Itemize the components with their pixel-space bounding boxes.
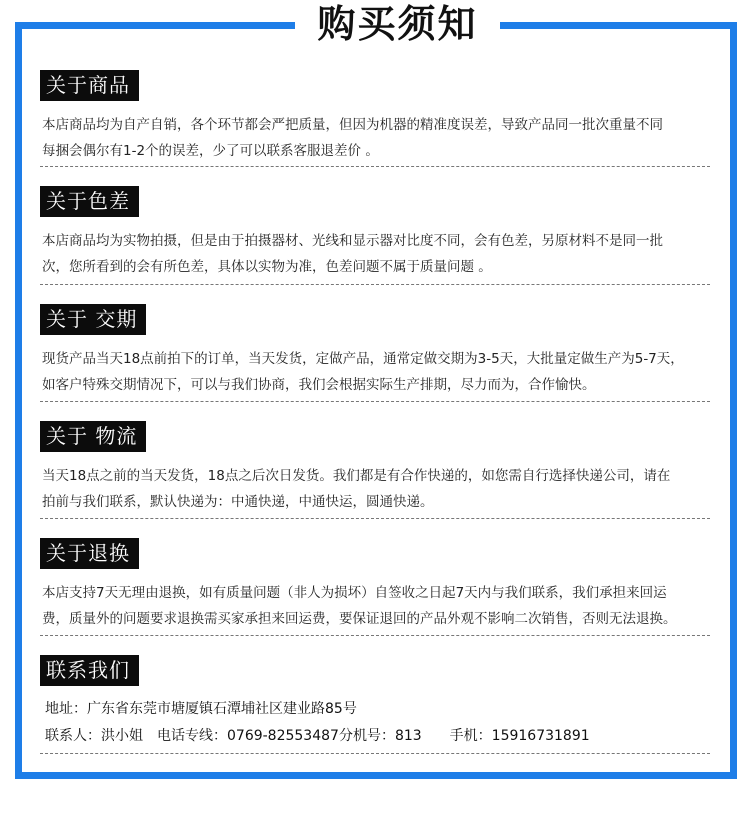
contact-phone: 电话专线：0769-82553487分机号：813 (157, 728, 422, 744)
section-heading: 关于色差 (40, 186, 139, 217)
page-title: 购买须知 (317, 2, 478, 46)
text-line: 现货产品当天18点前拍下的订单，当天发货，定做产品，通常定做交期为3-5天，大批量定做生产为5-7天， (42, 351, 684, 367)
text-line: 当天18点之前的当天发货，18点之后次日发货。我们都是有合作快递的，如您需自行选择快递公司，请在 (42, 468, 671, 484)
text-line: 本店支持7天无理由退换，如有质量问题（非人为损坏）自签收之日起7天内与我们联系，我们承担来回运 (42, 585, 667, 601)
text-line: 拍前与我们联系，默认快递为：中通快递，中通快运，圆通快递。 (42, 494, 434, 510)
text-line: 如客户特殊交期情况下，可以与我们协商，我们会根据实际生产排期，尽力而为，合作愉快。 (42, 377, 596, 393)
section-contact (40, 655, 710, 750)
dashed-divider (40, 401, 710, 402)
contact-details (45, 723, 710, 750)
section-heading: 关于商品 (40, 70, 139, 101)
contact-person: 联系人：洪小姐 (45, 728, 143, 744)
section-heading: 关于 物流 (40, 421, 146, 452)
section-heading: 联系我们 (40, 655, 139, 686)
section-logistics (40, 421, 710, 515)
section-product (40, 70, 710, 164)
contact-info (40, 696, 710, 750)
contact-mobile: 手机：15916731891 (449, 728, 590, 744)
section-text (42, 580, 710, 632)
text-line: 本店商品均为实物拍摄，但是由于拍摄器材、光线和显示器对比度不同，会有色差，另原材料不是同一批 (42, 233, 663, 249)
section-heading: 关于退换 (40, 538, 139, 569)
dashed-divider (40, 284, 710, 285)
section-text (42, 463, 710, 515)
section-text (42, 112, 710, 164)
section-heading: 关于 交期 (40, 304, 146, 335)
dashed-divider (40, 753, 710, 754)
text-line: 本店商品均为自产自销，各个环节都会严把质量，但因为机器的精准度误差，导致产品同一批次重量不同 (42, 117, 663, 133)
section-color-difference (40, 186, 710, 280)
text-line: 费，质量外的问题要求退换需买家承担来回运费，要保证退回的产品外观不影响二次销售，否则无法退换。 (42, 611, 677, 627)
section-returns (40, 538, 710, 632)
text-line: 每捆会偶尔有1-2个的误差，少了可以联系客服退差价 。 (42, 143, 379, 159)
dashed-divider (40, 166, 710, 167)
text-line: 次，您所看到的会有所色差，具体以实物为准，色差问题不属于质量问题 。 (42, 259, 492, 275)
dashed-divider (40, 635, 710, 636)
dashed-divider (40, 518, 710, 519)
section-text (42, 346, 710, 398)
contact-address: 地址：广东省东莞市塘厦镇石潭埔社区建业路85号 (45, 701, 357, 717)
section-text (42, 228, 710, 280)
section-delivery-time (40, 304, 710, 398)
